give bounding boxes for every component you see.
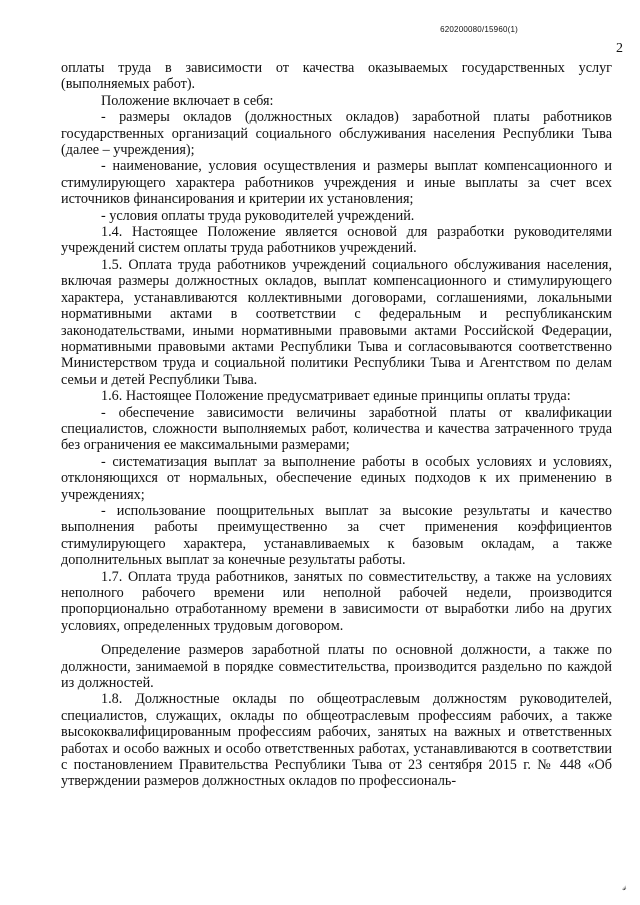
list-item-compensation-payments: - наименование, условия осуществления и размеры выплат компенсационного и стимулирующего характера работников учреждения и иные выплаты за счет всех источников финансирования и критерии их установления; xyxy=(61,158,612,208)
paragraph-1-6: 1.6. Настоящее Положение предусматривает единые принципы оплаты труда: xyxy=(101,388,571,405)
paragraph-1-8: 1.8. Должностные оклады по общеотраслевым должностям руководителей, специалистов, служащих, оклады по общеотраслевым профессиям рабочих, а также высококвалифицированным профессиям рабочих, занятых на важных и ответственных работах и особо важных и особо ответственных работах, устанавливаются в соответствии с постановлением Правительства Республики Тыва от 23 сентября 2015 г. № 448 «Об утверждении размеров должностных окладов по профессиональ- xyxy=(61,691,612,790)
paragraph-1-5: 1.5. Оплата труда работников учреждений социального обслуживания населения, включая размеры должностных окладов, выплат компенсационного и стимулирующего характера, устанавливаются коллективными договорами, соглашениями, локальными нормативными актами в соответствии с федеральным и республиканским законодательствами, иными нормативными правовыми актами Российской Федерации, нормативными правовыми актами Республики Тыва и согласовываются соответственно Министерством труда и социальной политики Республики Тыва и Агентством по делам семьи и детей Республики Тыва. xyxy=(61,256,612,388)
paragraph-salary-determination: Определение размеров заработной платы по основной должности, а также по должности, занимаемой в порядке совместительства, производится раздельно по каждой из должностей. xyxy=(61,642,612,692)
document-body xyxy=(61,60,612,790)
handwritten-mark: 𝓈 xyxy=(622,882,626,893)
page-number: 2 xyxy=(616,41,623,56)
list-item-salary-sizes: - размеры окладов (должностных окладов) заработной платы работников государственных организаций социального обслуживания населения Республики Тыва (далее – учреждения); xyxy=(61,109,612,159)
list-item-managers-pay: - условия оплаты труда руководителей учреждений. xyxy=(101,207,415,224)
list-item-salary-dependence: - обеспечение зависимости величины заработной платы от квалификации специалистов, сложности выполняемых работ, количества и качества затраченного труда без ограничения ее максимальными размерами; xyxy=(61,404,612,454)
paragraph-1-4: 1.4. Настоящее Положение является основой для разработки руководителями учреждений систем оплаты труда работников учреждений. xyxy=(61,224,612,257)
paragraph-1-7: 1.7. Оплата труда работников, занятых по совместительству, а также на условиях неполного рабочего времени или неполной рабочей недели, производится пропорционально отработанному времени в зависимости от выработки либо на других условиях, определенных трудовым договором. xyxy=(61,568,612,634)
document-registration-number: 620200080/15960(1) xyxy=(440,25,518,34)
list-item-systematization: - систематизация выплат за выполнение работы в особых условиях и условиях, отклоняющихся от нормальных, обеспечение единых подходов к их применению в учреждениях; xyxy=(61,453,612,503)
paragraph-includes-intro: Положение включает в себя: xyxy=(101,92,274,109)
list-item-incentive-payments: - использование поощрительных выплат за высокие результаты и качество выполнения работы преимущественно за счет применения коэффициентов стимулирующего характера, устанавливаемых к базовым окладам, а также дополнительных выплат за конечные результаты работы. xyxy=(61,502,612,569)
paragraph-continuation: оплаты труда в зависимости от качества оказываемых государственных услуг (выполняемых работ). xyxy=(61,60,612,93)
